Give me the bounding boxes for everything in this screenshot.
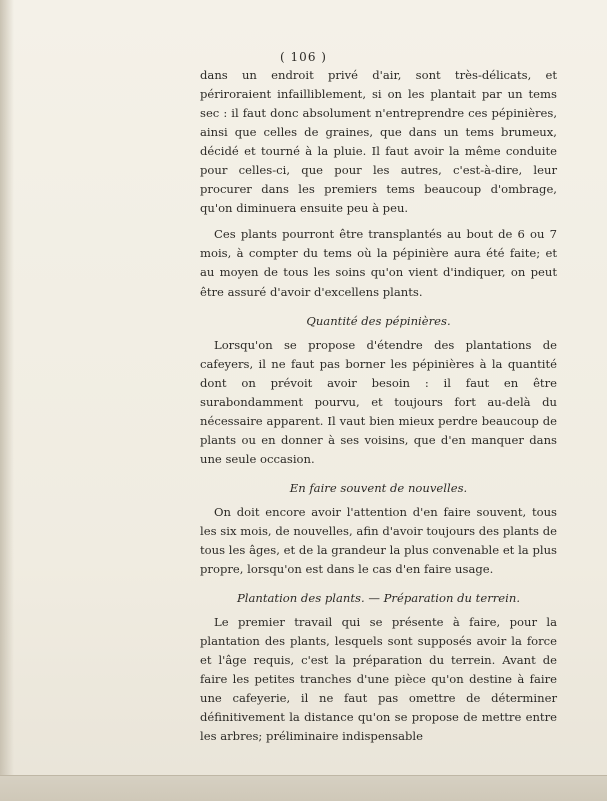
paragraph-5: Le premier travail qui se présente à faire, pour la plantation des plants, lesquels sont supposés avoir la force et l'âge requis, c'est la préparation du terrein. Avant de faire les petites tranches d'une pièce qu'on destine à faire une cafeyerie, il ne faut pas omettre de déterminer définitivement la distance qu'on se propose de mettre entre les arbres; préliminaire indispensable [200, 615, 557, 744]
paragraph-3: Lorsqu'on se propose d'étendre des plantations de cafeyers, il ne faut pas borner les pépinières à la quantité dont on prévoit avoir besoin : il faut en être surabondamment pourvu, et toujours fort au-delà du nécessaire apparent. Il vaut bien mieux perdre beaucoup de plants ou en donner à ses voisins, que d'en manquer dans une seule occasion. [200, 337, 557, 466]
body-text [200, 66, 557, 746]
heading-quantite-pepinieres: Quantité des pépinières. [306, 313, 451, 328]
paragraph-2: Ces plants pourront être transplantés au bout de 6 ou 7 mois, à compter du tems où la pépinière aura été faite; et au moyen de tous les soins qu'on vient d'indiquer, on peut être assuré d'avoir d'excellens plants. [200, 227, 557, 299]
paragraph-1: dans un endroit privé d'air, sont très-délicats, et périroraient infailliblement, si on les plantait par un tems sec : il faut donc absolument n'entreprendre ces pépinières, ainsi que celles de graines, que dans un tems brumeux, décidé et tourné à la pluie. Il faut avoir la même conduite pour celles-ci, que pour les autres, c'est-à-dire, leur procurer dans les premiers tems beaucoup d'ombrage, qu'on diminuera ensuite peu à peu. [200, 68, 557, 216]
paragraph-4: On doit encore avoir l'attention d'en faire souvent, tous les six mois, de nouvelles, afin d'avoir toujours des plants de tous les âges, et de la grandeur la plus convenable et la plus propre, lorsqu'on est dans le cas d'en faire usage. [200, 504, 557, 577]
page-bottom-edge [0, 775, 607, 801]
page-fold-shadow [0, 0, 14, 800]
heading-plantation-terrein: Plantation des plants. — Préparation du terrein. [236, 591, 521, 606]
page-number: ( 106 ) [280, 50, 327, 64]
heading-nouvelles: En faire souvent de nouvelles. [289, 480, 468, 495]
